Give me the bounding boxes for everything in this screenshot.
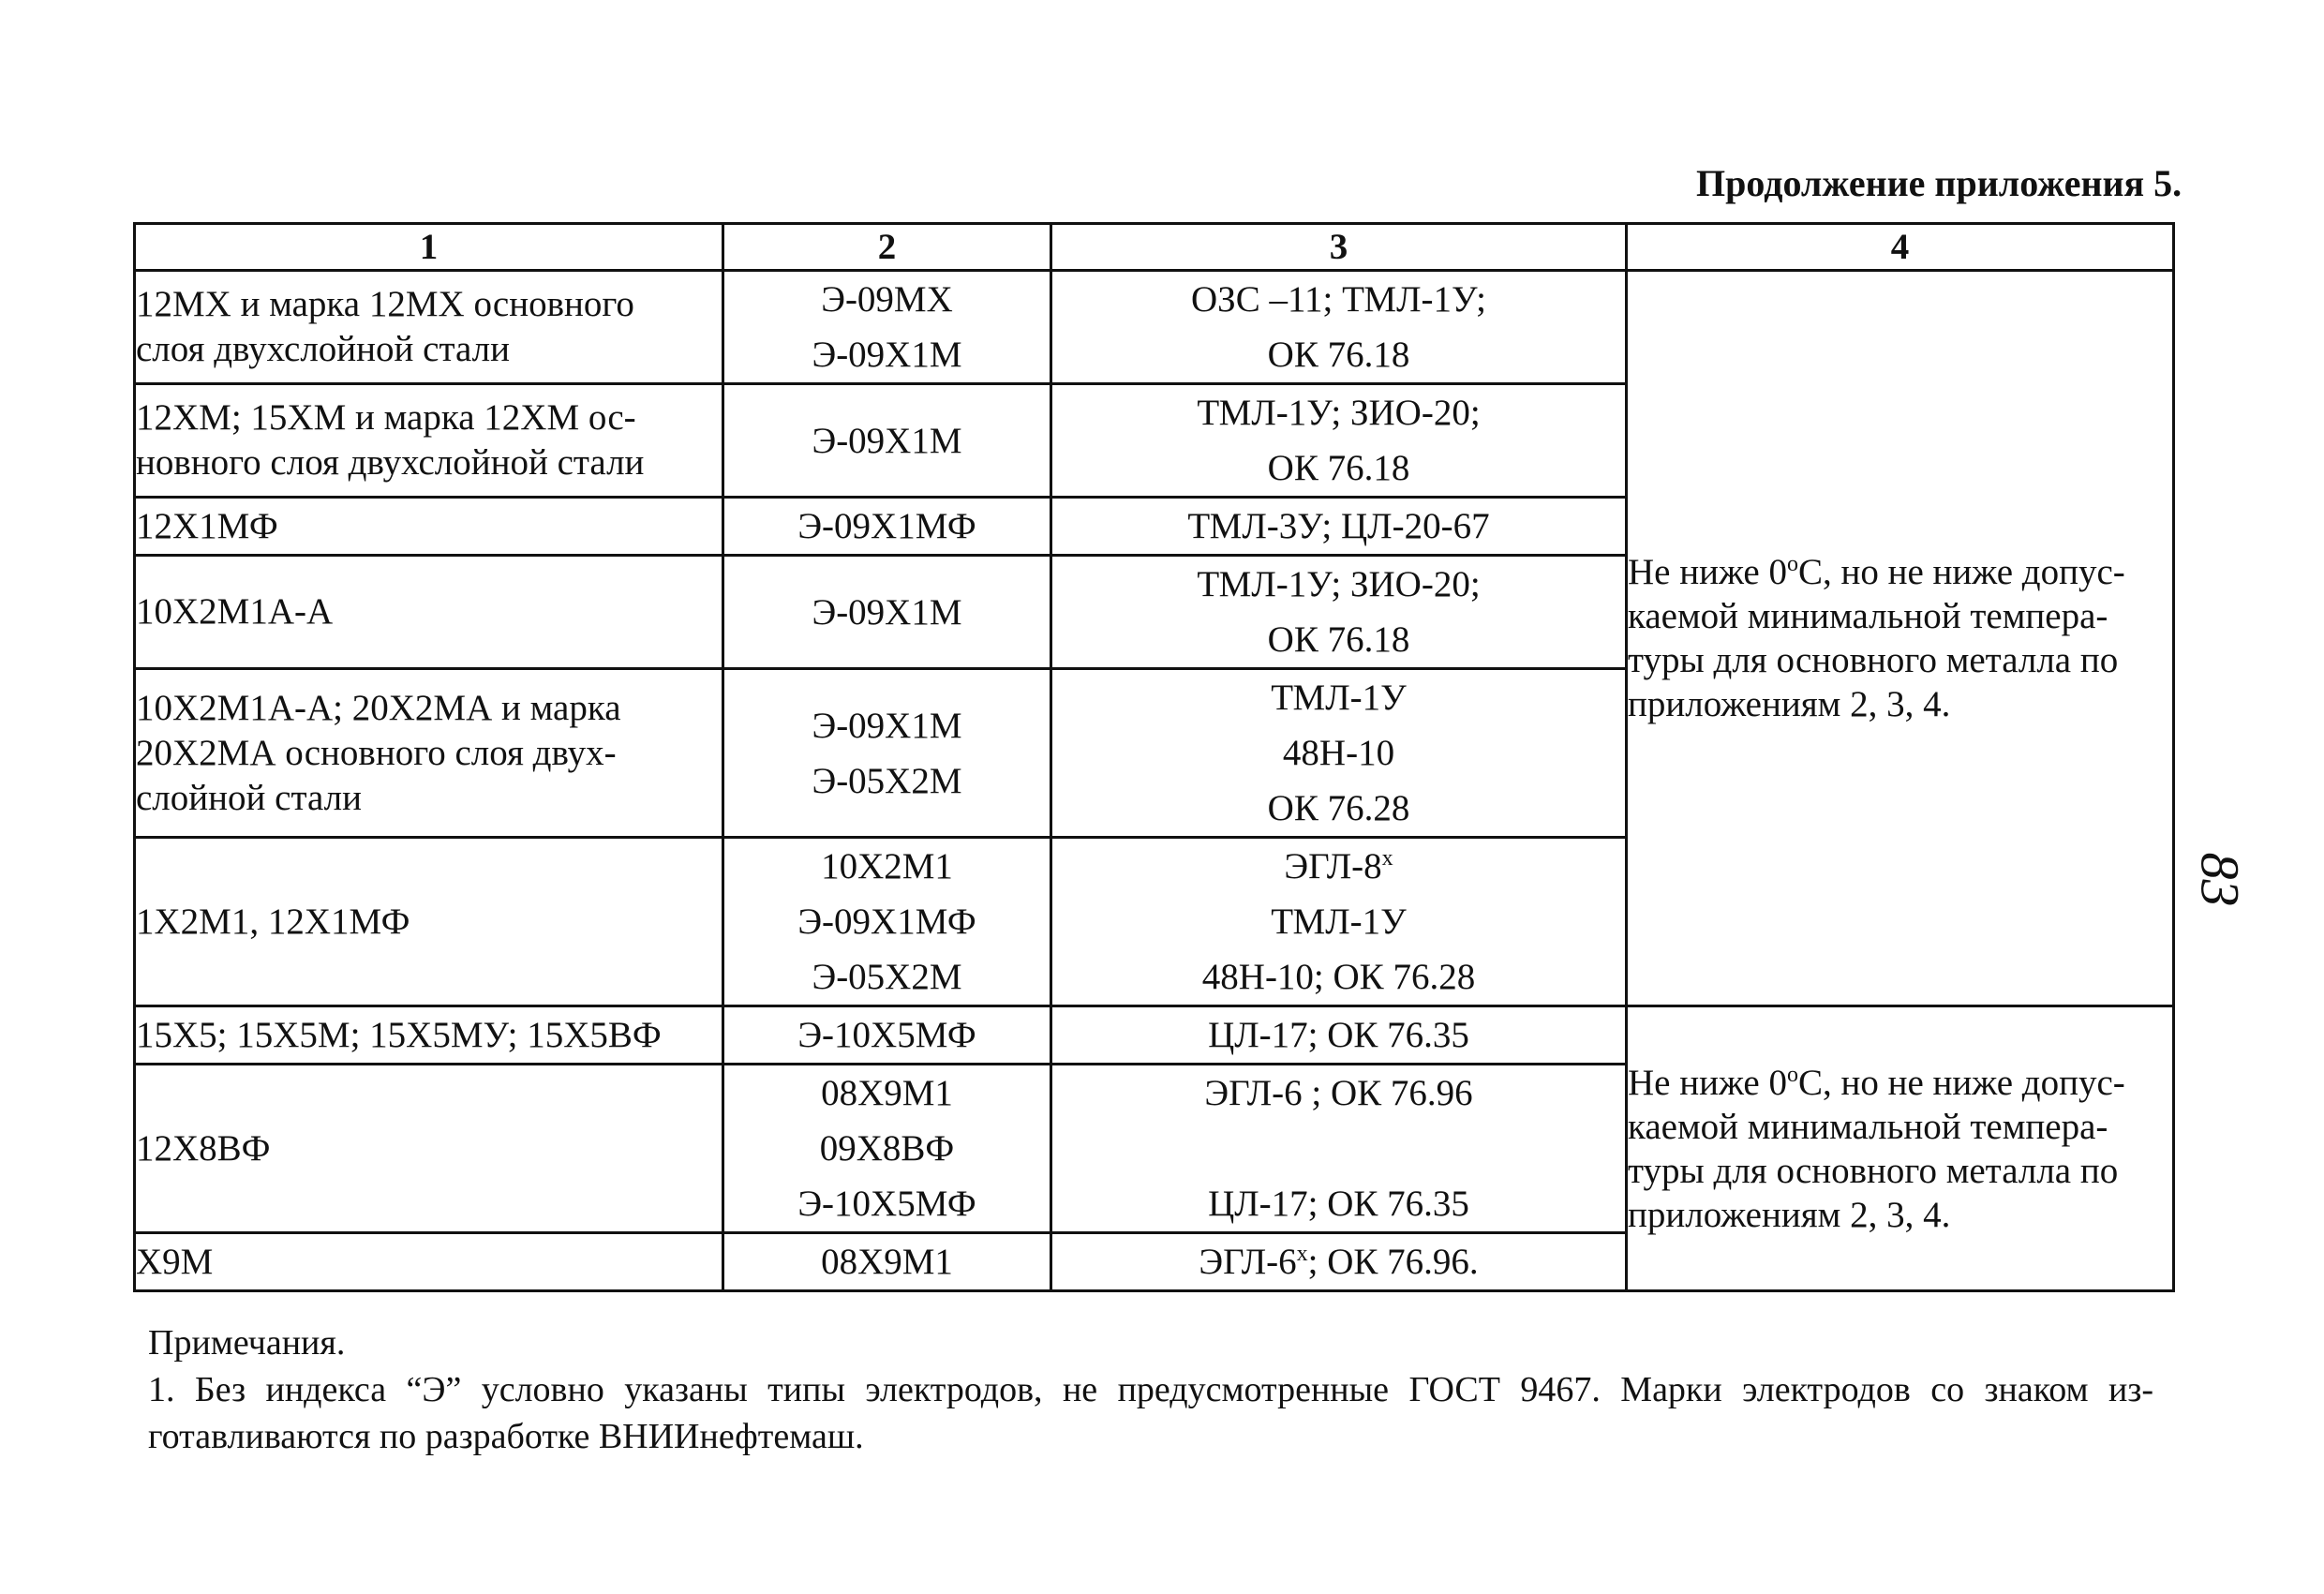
electrode-type-cell: 08Х9М1 (723, 1233, 1051, 1291)
table-row (135, 1006, 2174, 1065)
electrode-type-cell: Э-09Х1М (723, 556, 1051, 669)
electrode-brand-cell: ТМЛ-3У; ЦЛ-20-67 (1051, 498, 1627, 556)
electrode-type-cell: Э-09МХ Э-09Х1М (723, 271, 1051, 384)
steel-grade-cell: 12ХМ; 15ХМ и марка 12ХМ ос- новного слоя двухслойной стали (135, 384, 723, 498)
column-header: 4 (1627, 224, 2174, 271)
steel-grade-cell: 12Х1МФ (135, 498, 723, 556)
column-header: 1 (135, 224, 723, 271)
steel-grade-cell: 12Х8ВФ (135, 1065, 723, 1233)
electrode-type-cell: Э-09Х1М (723, 384, 1051, 498)
electrode-brand-cell: ТМЛ-1У; ЗИО-20; ОК 76.18 (1051, 556, 1627, 669)
electrode-brand-cell: ОЗС –11; ТМЛ-1У; ОК 76.18 (1051, 271, 1627, 384)
electrode-brand-cell: ЦЛ-17; ОК 76.35 (1051, 1006, 1627, 1065)
electrode-type-cell: 10Х2М1 Э-09Х1МФ Э-05Х2М (723, 838, 1051, 1006)
footnote-mark: x (1381, 846, 1393, 871)
steel-grade-cell: 10Х2М1А-А; 20Х2МА и марка 20Х2МА основного слоя двух- слойной стали (135, 669, 723, 838)
note-1: 1. Без индекса “Э” условно указаны типы электродов, не предусмотренные ГОСТ 9467. Марки электродов со знаком из- (148, 1370, 2153, 1409)
table-row (135, 271, 2174, 384)
electrode-brand-cell: ЭГЛ-6$^x$; ОК 76.96. (1051, 1233, 1627, 1291)
page-number: 83 (2189, 852, 2251, 907)
electrode-type-cell: 08Х9М1 09Х8ВФ Э-10Х5МФ (723, 1065, 1051, 1233)
column-header: 2 (723, 224, 1051, 271)
temperature-condition-cell: Не ниже 0$^o$С, но не ниже допус- каемой минимальной темпера- туры для основного металла по приложениям 2, 3, 4. (1627, 271, 2174, 1006)
column-header: 3 (1051, 224, 1627, 271)
electrode-type-cell: Э-10Х5МФ (723, 1006, 1051, 1065)
steel-grade-cell: 12МХ и марка 12МХ основного слоя двухслойной стали (135, 271, 723, 384)
electrode-brand-cell: ТМЛ-1У; ЗИО-20; ОК 76.18 (1051, 384, 1627, 498)
footnote-mark: x (1296, 1242, 1308, 1266)
note-1-continued: готавливаются по разработке ВНИИнефтемаш. (148, 1417, 864, 1456)
steel-grade-cell: Х9М (135, 1233, 723, 1291)
temperature-condition-cell: Не ниже 0$^o$С, но не ниже допус- каемой минимальной темпера- туры для основного металла по приложениям 2, 3, 4. (1627, 1006, 2174, 1291)
steel-grade-cell: 15Х5; 15Х5М; 15Х5МУ; 15Х5ВФ (135, 1006, 723, 1065)
steel-grade-cell: 1Х2М1, 12Х1МФ (135, 838, 723, 1006)
electrode-brand-cell: ТМЛ-1У 48Н-10 ОК 76.28 (1051, 669, 1627, 838)
electrode-brand-cell: ЭГЛ-6 ; ОК 76.96 ЦЛ-17; ОК 76.35 (1051, 1065, 1627, 1233)
table-header-row (135, 224, 2174, 271)
notes-section (148, 1319, 2153, 1460)
electrode-type-cell: Э-09Х1М Э-05Х2М (723, 669, 1051, 838)
electrode-brand-cell: ЭГЛ-8$^x$ ТМЛ-1У 48Н-10; ОК 76.28 (1051, 838, 1627, 1006)
electrode-table (133, 222, 2175, 1292)
page-header: Продолжение приложения 5. (1696, 162, 2182, 204)
electrode-type-cell: Э-09Х1МФ (723, 498, 1051, 556)
notes-title: Примечания. (148, 1323, 346, 1363)
steel-grade-cell: 10Х2М1А-А (135, 556, 723, 669)
